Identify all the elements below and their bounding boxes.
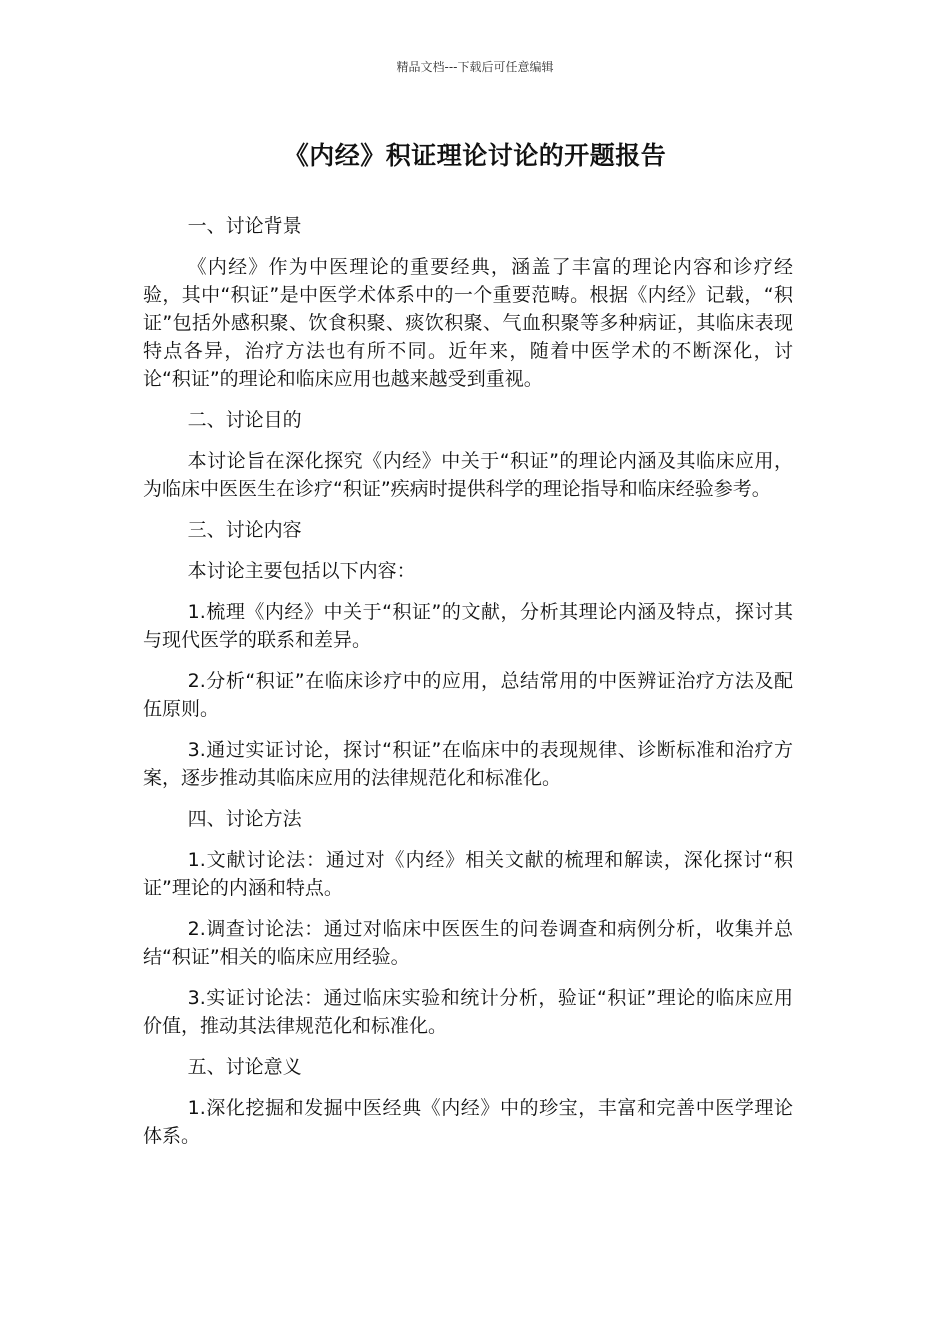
document-body xyxy=(143,212,793,1163)
header-note: 精品文档---下载后可任意编辑 xyxy=(396,60,554,74)
list-item: 1.文献讨论法：通过对《内经》相关文献的梳理和解读，深化探讨“积证”理论的内涵和特点。 xyxy=(143,849,793,899)
list-item: 2.调查讨论法：通过对临床中医医生的问卷调查和病例分析，收集并总结“积证”相关的临床应用经验。 xyxy=(143,918,793,968)
section-background xyxy=(143,212,793,393)
section-heading: 一、讨论背景 xyxy=(187,215,302,237)
paragraph: 《内经》作为中医理论的重要经典，涵盖了丰富的理论内容和诊疗经验，其中“积证”是中医学术体系中的一个重要范畴。根据《内经》记载，“积证”包括外感积聚、饮食积聚、痰饮积聚、气血积聚等多种病证，其临床表现特点各异，治疗方法也有所不同。近年来，随着中医学术的不断深化，讨论“积证”的理论和临床应用也越来越受到重视。 xyxy=(143,256,793,390)
section-heading: 四、讨论方法 xyxy=(187,808,302,830)
paragraph: 本讨论旨在深化探究《内经》中关于“积证”的理论内涵及其临床应用，为临床中医医生在诊疗“积证”疾病时提供科学的理论指导和临床经验参考。 xyxy=(143,450,793,500)
section-heading: 三、讨论内容 xyxy=(187,519,302,541)
section-methods xyxy=(143,805,793,1040)
list-item: 2.分析“积证”在临床诊疗中的应用，总结常用的中医辨证治疗方法及配伍原则。 xyxy=(143,670,793,720)
section-heading: 二、讨论目的 xyxy=(187,409,302,431)
list-item: 3.实证讨论法：通过临床实验和统计分析，验证“积证”理论的临床应用价值，推动其法律规范化和标准化。 xyxy=(143,987,793,1037)
section-purpose xyxy=(143,406,793,503)
document-title: 《内经》积证理论讨论的开题报告 xyxy=(283,141,667,170)
list-item: 1.梳理《内经》中关于“积证”的文献，分析其理论内涵及特点，探讨其与现代医学的联系和差异。 xyxy=(143,601,793,651)
list-item: 1.深化挖掘和发掘中医经典《内经》中的珍宝，丰富和完善中医学理论体系。 xyxy=(143,1097,793,1147)
section-heading: 五、讨论意义 xyxy=(187,1056,302,1078)
section-significance xyxy=(143,1053,793,1150)
paragraph: 本讨论主要包括以下内容： xyxy=(187,560,416,582)
list-item: 3.通过实证讨论，探讨“积证”在临床中的表现规律、诊断标准和治疗方案，逐步推动其临床应用的法律规范化和标准化。 xyxy=(143,739,793,789)
section-content xyxy=(143,516,793,792)
